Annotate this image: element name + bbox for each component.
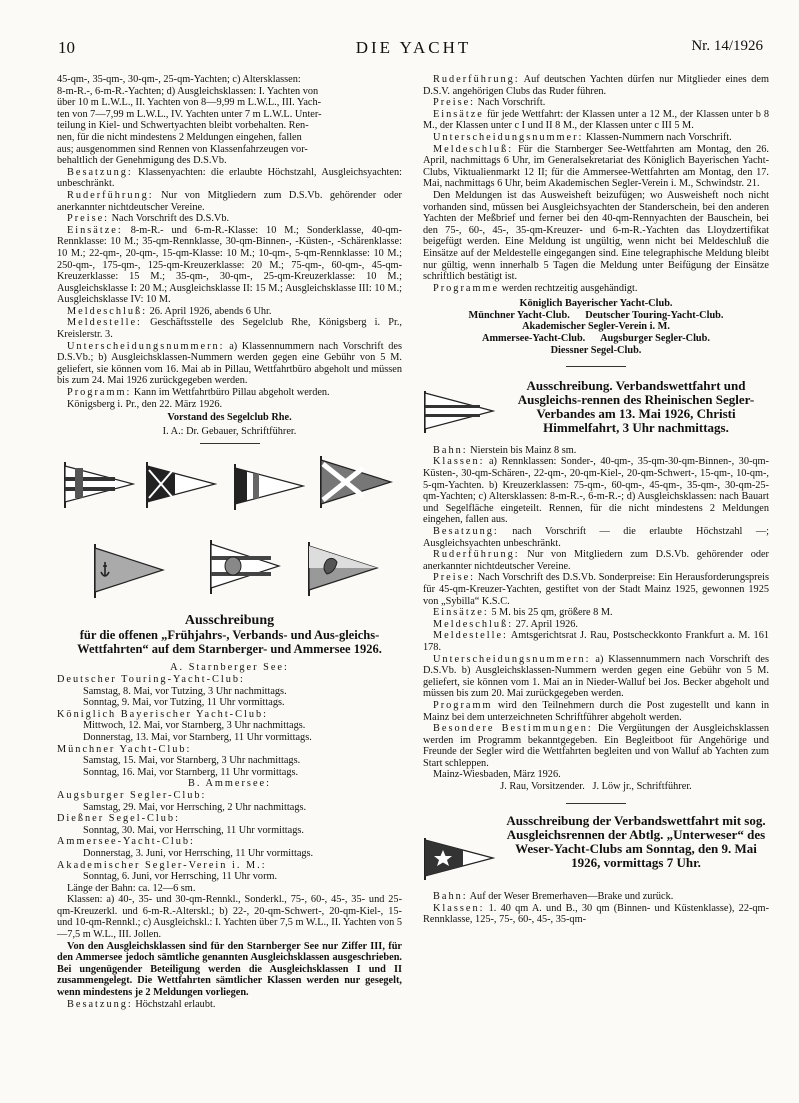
text-line: ten von 7—7,99 m L.W.L., IV. Yachten unter 7 m L.W.L. Unter-	[57, 108, 322, 120]
para-text: 5 M. bis 25 qm, größere 8 M.	[488, 607, 613, 619]
para-text: Die Vergütungen der Ausgleichsklassen werden im Programm bekanntgegeben. Ein Begleitboot für Angehörige und Freunde der Segler wird die Wettfahrten begleiten und von Walluf ab Yachten zum Start schleppen.	[423, 723, 770, 769]
burgee-flag-icon	[233, 462, 305, 512]
announcement-title: Ausschreibung der Verbandswettfahrt mit sog. Ausgleichsrennen der Abtlg. „Unterweser“ des Weser-Yacht-Clubs am Sonntag, den 9. Mai 1926, vormittags 7 Uhr.	[506, 812, 766, 870]
paragraph	[423, 526, 769, 549]
club-name: Augsburger Segler-Club:	[57, 789, 207, 801]
para-text: Geschäftsstelle des Segelclub Rhe, Königsberg i. Pr., Kreislerstr. 3.	[57, 317, 402, 341]
burgee-flag-icon	[319, 454, 395, 510]
divider	[566, 366, 626, 367]
burgee-flag-icon	[307, 540, 379, 598]
lake-heading: B. Ammersee:	[188, 778, 271, 790]
para-key: Meldeschluß:	[433, 143, 514, 155]
club-name: Königlich Bayerischer Yacht-Club:	[57, 708, 268, 720]
paragraph	[423, 132, 769, 144]
classes-paragraph: Klassen: a) 40-, 35- und 30-qm-Rennkl., Sonderkl., 75-, 60-, 45-, 35- und 25-qm-Kreuzerkl. und 6-m-R.-Alterskl.; b) 22-, 20-qm-Schwert-, 20-qm-Kiel-, 15- und 10-qm-Rennkl.; c) Ausgleichskl.: I. Yachten über 7,5 m W.L., II. Yachten von 5—7,5 m W.L., III. Jollen.	[57, 894, 402, 941]
para-key: Preise:	[67, 213, 110, 225]
text-line: über 10 m L.W.L., II. Yachten von 8—9,99 m L.W.L., III. Yach-	[57, 97, 322, 109]
pennant-flag-icon	[423, 389, 495, 435]
para-text: 1. 40 qm A. und B., 30 qm (Binnen- und Küstenklasse), 22-qm-Rennklasse, 125-, 75-, 60-, 45-, 35-qm-	[423, 902, 769, 926]
race-date: Sonntag, 6. Juni, vor Herrsching, 11 Uhr vorm.	[83, 871, 278, 883]
paragraph	[423, 97, 769, 109]
announcement-title: Ausschreibung. Verbandswettfahrt und Ausgleichs-rennen des Rheinischen Segler-Verbandes am 13. Mai 1926, Christi Himmelfahrt, 3 Uhr nachmittags.	[517, 378, 755, 436]
race-date: Samstag, 8. Mai, vor Tutzing, 3 Uhr nachmittags.	[83, 685, 287, 697]
paragraph	[57, 190, 402, 213]
paragraph	[423, 74, 769, 97]
announcement-header	[423, 814, 769, 886]
text-line: 45-qm-, 35-qm-, 30-qm-, 25-qm-Yachten; c) Altersklassen:	[57, 74, 301, 85]
para-key: Besatzung:	[67, 166, 133, 178]
para-text: Nach Vorschrift des D.S.Vb.	[109, 213, 230, 225]
paragraph	[423, 109, 769, 132]
para-text: Nierstein bis Mainz 8 sm.	[467, 444, 577, 456]
text-line: behaltlich der Genehmigung des D.S.Vb.	[57, 155, 227, 167]
club-name: Deutscher Touring-Yacht-Club:	[57, 674, 245, 685]
course-length: Länge der Bahn: ca. 12—6 sm.	[67, 882, 196, 894]
signature-line: J. Rau, Vorsitzender. J. Löw jr., Schriftführer.	[500, 781, 692, 793]
dateline: Mainz-Wiesbaden, März 1926.	[433, 769, 561, 781]
burgee-flag-icon	[209, 538, 281, 596]
para-key: Ruderführung:	[433, 549, 520, 561]
para-key: Unterscheidungsnummer:	[433, 131, 584, 143]
paragraph	[57, 213, 402, 225]
race-date: Donnerstag, 13. Mai, vor Starnberg, 11 Uhr vormittags.	[83, 731, 312, 743]
signature-org: Vorstand des Segelclub Rhe.	[167, 412, 292, 424]
paragraph	[423, 654, 769, 700]
pennant-area	[423, 379, 503, 439]
paragraph	[423, 607, 769, 619]
paragraph	[423, 445, 769, 457]
para-text: Klassenyachten: die erlaubte Höchstzahl, Ausgleichsyachten: unbeschränkt.	[57, 166, 402, 190]
paragraph	[57, 317, 402, 340]
para-text: nach Vorschrift — die erlaubte Höchstzahl —; Ausgleichsyachten unbeschränkt.	[423, 526, 769, 549]
section-heading: Ausschreibung	[184, 613, 275, 629]
para-key: Bahn:	[433, 444, 468, 456]
para-key: Einsätze:	[433, 607, 489, 619]
para-key: Besatzung:	[433, 526, 499, 537]
club-name: Dießner Segel-Club:	[57, 813, 180, 825]
signature-person: I. A.: Dr. Gebauer, Schriftführer.	[162, 425, 297, 437]
race-date: Samstag, 29. Mai, vor Herrsching, 2 Uhr nachmittags.	[83, 801, 307, 813]
signatory-line: Ammersee-Yacht-Club. Augsburger Segler-Club.	[482, 333, 710, 345]
para-text: Klassen-Nummern nach Vorschrift.	[583, 131, 732, 143]
para-key: Programm:	[67, 387, 132, 399]
para-text: Nach Vorschrift des D.S.Vb. Sonderpreise: Ein Herausforderungspreis für 45-qm-Kreuzer-Yachten, gestiftet von der Stadt Mainz 1925, gewonnen 1925 von „Sybilla“ K.S.C.	[423, 572, 769, 607]
para-text: a) Rennklassen: Sonder-, 40-qm-, 35-qm-30-qm-Binnen-, 30-qm-Küsten-, 30-qm-Schären-, 22-qm-, 20-qm-Kiel-, 20-qm-Schwert-, 15-qm-, 10-qm-, 5-qm-Yachten. b) Kreuzerklassen: 75-qm-, 60-qm-, 45-qm-, 35-qm-, 30-qm-25-qm-Yachten; c) Altersklassen: 8-m-R.-, 6-m-R.-; d) Ausgleichsklassen: nach Bauart und Segelfläche eingeteilt. Rennen, für die nicht mindestens 2 Meldungen eingehen, fallen aus.	[423, 456, 769, 526]
lake-heading: A. Starnberger See:	[170, 662, 289, 674]
para-key: Programm	[433, 699, 493, 711]
race-date: Sonntag, 9. Mai, vor Tutzing, 11 Uhr vormittags.	[83, 697, 285, 709]
para-key: Unterscheidungsnummern:	[67, 340, 225, 352]
paragraph	[423, 903, 769, 926]
para-text: Kann im Wettfahrtbüro Pillau abgeholt werden.	[131, 387, 330, 399]
race-date: Sonntag, 30. Mai, vor Herrsching, 11 Uhr vormittags.	[83, 824, 304, 836]
pennant-star-flag-icon	[423, 836, 495, 882]
paragraph	[423, 630, 769, 653]
para-key: Besondere Bestimmungen:	[433, 723, 593, 735]
paragraph	[57, 387, 402, 399]
club-name: Akademischer Segler-Verein i. M.:	[57, 859, 267, 871]
section-subheading: für die offenen „Frühjahrs-, Verbands- und Aus-gleichs-Wettfahrten“ auf dem Starnberger- und Ammersee 1926.	[77, 628, 382, 657]
para-key: Programme	[433, 282, 500, 294]
para-key: Ruderführung:	[67, 189, 154, 201]
para-key: Meldestelle:	[67, 317, 142, 329]
signatory-line: Königlich Bayerischer Yacht-Club.	[519, 298, 673, 310]
race-date: Samstag, 15. Mai, vor Starnberg, 3 Uhr nachmittags.	[83, 755, 301, 767]
para-text: Nur von Mitgliedern zum D.S.Vb. gehörender oder anerkannter nichtdeutscher Vereine.	[423, 549, 769, 572]
paragraph	[423, 190, 769, 283]
paragraph	[57, 341, 402, 387]
page-number: 10	[58, 38, 75, 57]
club-name: Münchner Yacht-Club:	[57, 743, 192, 755]
para-text: Nur von Mitgliedern zum D.S.Vb. gehörender oder anerkannter nichtdeutscher Vereine.	[57, 189, 402, 213]
left-column	[57, 74, 402, 1010]
para-key: Klassen:	[433, 902, 485, 914]
burgee-flag-icon	[63, 460, 135, 510]
paragraph	[57, 167, 402, 190]
text-line: nen, für die nicht mindestens 2 Meldungen eingehen, fallen	[57, 131, 302, 143]
para-text: Nach Vorschrift.	[475, 97, 546, 109]
club-burgees	[57, 452, 402, 608]
paragraph	[57, 999, 402, 1011]
burgee-flag-icon	[93, 542, 165, 600]
paragraph	[423, 144, 769, 190]
para-text: a) Klassennummern nach Vorschrift des D.S.Vb. b) Ausgleichsklassen-Nummern werden gegen eine Gebühr von 5 M. geliefert, sie können vom 1. Mai an in Nieder-Walluf bei Jos. Becker abgeholt und müssen bis zum 20. Mai zurückgegeben werden.	[423, 653, 769, 700]
para-text: Für die Starnberger See-Wettfahrten am Montag, den 26. April, nachmittags 6 Uhr, im Generalsekretariat des Königlich Bayerischen Yacht-Clubs, Viktualienmarkt 12 II; für die Ammersee-Wettfahrten am Montag, den 17. Mai, nachmittags 6 Uhr, beim Akademischen Segler-Verein i. M., Schwindstr. 21.	[423, 143, 769, 190]
para-key: Klassen:	[433, 456, 485, 468]
para-key: Ruderführung:	[433, 74, 520, 85]
divider	[566, 803, 626, 804]
paragraph	[423, 549, 769, 572]
burgee-flag-icon	[145, 460, 217, 510]
paragraph	[423, 456, 769, 526]
para-text: für jede Wettfahrt: der Klassen unter a 12 M., der Klassen unter b 8 M., der Klassen unter c I und II 8 M., der Klassen unter c III 5 M.	[423, 108, 769, 132]
bold-paragraph: Von den Ausgleichsklassen sind für den Starnberger See nur Ziffer III, für den Ammersee jedoch sämtliche genannten Ausgleichsklassen ausgeschrieben. Bei ungenügender Beteiligung werden die Ausgleichsklassen I und II zusammengelegt. Die Wettfahrten sämtlicher Klassen werden nur gesegelt, wenn mindestens je 2 Meldungen vorliegen.	[57, 940, 402, 999]
signatory-line: Akademischer Segler-Verein i. M.	[522, 321, 670, 333]
paragraph	[423, 283, 769, 295]
paragraph	[423, 619, 769, 631]
para-key: Meldestelle:	[433, 630, 508, 642]
para-key: Einsätze:	[67, 224, 123, 236]
para-text: a) Klassennummern nach Vorschrift des D.S.Vb.; b) Ausgleichsklassen-Nummern werden gegen eine Gebühr von 5 M. geliefert, sie können vom 16. Mai ab in Pillau, Wettfahrtbüro abgeholt und müssen bis zum 24. Mai 1926 zurückgegeben werden.	[57, 340, 402, 387]
right-column	[423, 74, 769, 926]
para-text: Auf deutschen Yachten dürfen nur Mitglieder eines dem D.S.V. angehörigen Clubs das Ruder führen.	[423, 74, 769, 97]
paragraph	[57, 225, 402, 306]
pennant-area	[423, 814, 503, 886]
para-key: Bahn:	[433, 891, 468, 903]
para-key: Meldeschluß:	[433, 618, 514, 630]
announcement-header	[423, 379, 769, 439]
para-key: Einsätze	[433, 108, 484, 120]
text-line: 8-m-R.-, 6-m-R.-Yachten; d) Ausgleichsklassen: I. Yachten von	[57, 85, 319, 97]
club-name: Ammersee-Yacht-Club:	[57, 836, 195, 848]
text-line: teilung in Kiel- und Schwertyachten bleibt vorbehalten. Ren-	[57, 120, 309, 132]
para-text: werden rechtzeitig ausgehändigt.	[499, 282, 638, 294]
para-text: Amtsgerichtsrat J. Rau, Postscheckkonto Frankfurt a. M. 161 178.	[423, 630, 769, 653]
signatory-clubs	[423, 298, 769, 356]
dateline: Königsberg i. Pr., den 22. März 1926.	[67, 398, 223, 410]
signatory-line: Diessner Segel-Club.	[550, 344, 642, 356]
intro-text	[57, 74, 402, 167]
paragraph	[57, 306, 402, 318]
race-date: Mittwoch, 12. Mai, vor Starnberg, 3 Uhr nachmittags.	[83, 720, 306, 732]
paragraph	[423, 723, 769, 769]
para-text: Höchstzahl erlaubt.	[132, 998, 216, 1010]
para-text: wird den Teilnehmern durch die Post zugestellt und kann in Mainz bei dem unterzeichneten Schriftführer abgeholt werden.	[423, 699, 769, 723]
race-date: Sonntag, 16. Mai, vor Starnberg, 11 Uhr vormittags.	[83, 766, 299, 778]
issue-number: Nr. 14/1926	[691, 38, 763, 54]
paragraph	[423, 572, 769, 607]
para-text: 26. April 1926, abends 6 Uhr.	[147, 305, 272, 317]
para-key: Unterscheidungsnummern:	[433, 653, 591, 665]
para-text: 8-m-R.- und 6-m-R.-Klasse: 10 M.; Sonderklasse, 40-qm-Rennklasse: 10 M.; 35-qm-Rennklasse, 30-qm-Binnen-, -Küsten-, -Schärenklasse: 10 M.; 22-qm-, 20-qm-, 15-qm-Klasse: 10 M.; 10-qm-, 5-qm-Rennklasse: 10 M.; 250-qm-, 175-qm-, 125-qm-Kreuzerklasse: 20 M.; 75-qm-, 60-qm-, 45-qm-Kreuzerklasse: 15 M.; 35-qm-, 30-qm-, 25-qm-Kreuzerklasse: 10 M.; Ausgleichsklasse I: 20 M.; Ausgleichsklasse II: 15 M.; Ausgleichsklasse III: 10 M.; Ausgleichsklasse IV: 10 M.	[57, 224, 402, 306]
signatory-line: Münchner Yacht-Club. Deutscher Touring-Yacht-Club.	[468, 309, 724, 321]
para-text: Den Meldungen ist das Ausweisheft beizufügen; wo Ausweisheft noch nicht vorhanden sind, müssen bei Ausgleichsyachten der Standerschein, bei den anderen Yachten der Meßbrief und ferner bei den 40-qm-Rennyachten der Bauschein, bei den 75-, 60-, 45-, 35-qm-Kreuzer- und 6-m-R.-Yachten das Lloydzertifikat beigefügt werden. Eine Meldung ist ungültig, wenn nicht bei Meldeschluß die Einsätze auf der Meldestelle eingegangen sind. Eine telegraphische Meldung bleibt nur gültig, wenn innerhalb 5 Tagen die Meldung unter Beifügung der Einsätze schriftlich bestätigt ist.	[423, 189, 769, 283]
paragraph	[423, 700, 769, 723]
para-key: Besatzung:	[67, 998, 133, 1010]
para-key: Meldeschluß:	[67, 305, 148, 317]
paragraph	[423, 891, 769, 903]
para-key: Preise:	[433, 572, 476, 584]
para-text: Auf der Weser Bremerhaven—Brake und zurück.	[467, 891, 674, 903]
running-header	[58, 38, 769, 58]
race-date: Donnerstag, 3. Juni, vor Herrsching, 11 Uhr vormittags.	[83, 847, 314, 859]
divider	[200, 443, 260, 444]
para-text: 27. April 1926.	[513, 618, 578, 630]
text-line: aus; ausgenommen sind Rennen von Klassenfahrzeugen vor-	[57, 143, 308, 155]
para-key: Preise:	[433, 97, 476, 109]
magazine-title: DIE YACHT	[355, 38, 472, 57]
